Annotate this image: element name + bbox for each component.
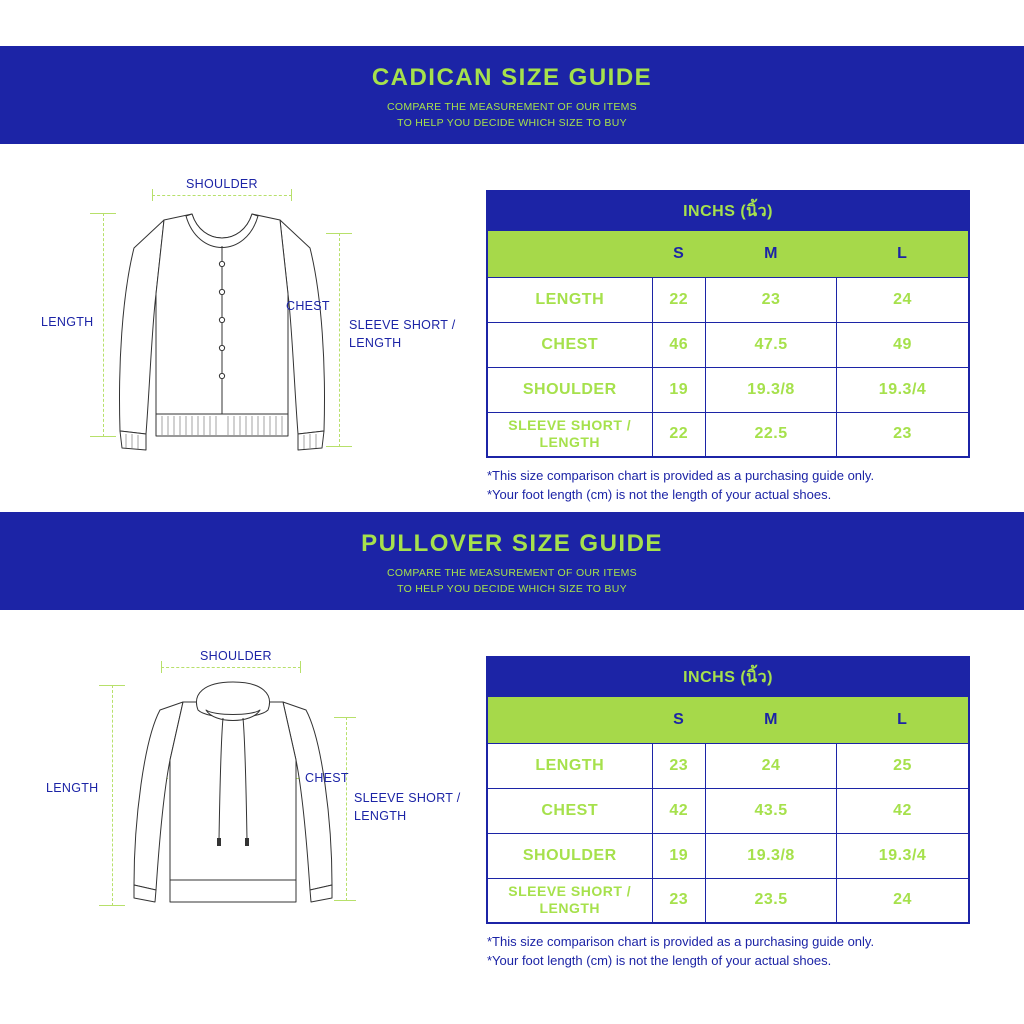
table-row	[487, 412, 969, 457]
unit-header: INCHS (นิ้ว)	[487, 191, 969, 231]
shoulder-label: SHOULDER	[186, 177, 258, 191]
cell-value: 19.3/8	[706, 367, 837, 412]
chest-label: CHEST	[305, 771, 349, 785]
shoulder-label: SHOULDER	[200, 649, 272, 663]
row-label: CHEST	[487, 322, 652, 367]
cardigan-banner	[0, 46, 1024, 144]
size-header-l: L	[837, 231, 969, 277]
row-label: SHOULDER	[487, 367, 652, 412]
section-subtitle-line1: COMPARE THE MEASUREMENT OF OUR ITEMS	[387, 567, 637, 579]
pullover-banner	[0, 512, 1024, 610]
cell-value: 23	[837, 412, 969, 457]
cell-value: 42	[652, 788, 706, 833]
chest-label: CHEST	[286, 299, 330, 313]
size-header-m: M	[706, 697, 837, 743]
row-label-line1: SLEEVE SHORT /	[508, 883, 632, 900]
table-row	[487, 743, 969, 788]
disclaimer-note: *Your foot length (cm) is not the length of your actual shoes.	[487, 953, 832, 968]
row-label-line2: LENGTH	[539, 900, 601, 917]
cell-value: 22.5	[706, 412, 837, 457]
cell-value: 24	[837, 277, 969, 322]
cell-value: 23	[652, 743, 706, 788]
table-row	[487, 277, 969, 322]
cell-value: 49	[837, 322, 969, 367]
row-label	[487, 878, 652, 923]
cell-value: 42	[837, 788, 969, 833]
cell-value: 19.3/4	[837, 367, 969, 412]
cell-value: 47.5	[706, 322, 837, 367]
cell-value: 24	[837, 878, 969, 923]
table-row	[487, 833, 969, 878]
section-title: PULLOVER SIZE GUIDE	[361, 530, 663, 557]
row-label-line2: LENGTH	[539, 434, 601, 451]
table-row	[487, 788, 969, 833]
sleeve-label-line1: SLEEVE SHORT /	[349, 318, 456, 332]
length-guide-line	[112, 685, 113, 906]
table-row	[487, 367, 969, 412]
cell-value: 22	[652, 412, 706, 457]
sleeve-label-line1: SLEEVE SHORT /	[354, 791, 461, 805]
shoulder-guide-line	[161, 667, 301, 668]
length-label: LENGTH	[41, 315, 94, 329]
shoulder-guide-line	[152, 195, 292, 196]
sleeve-label-line2: LENGTH	[349, 336, 402, 350]
row-label	[487, 412, 652, 457]
row-label: LENGTH	[487, 277, 652, 322]
sleeve-guide-line	[339, 233, 340, 447]
sleeve-label-line2: LENGTH	[354, 809, 407, 823]
disclaimer-note: *This size comparison chart is provided as a purchasing guide only.	[487, 934, 875, 949]
table-row	[487, 878, 969, 923]
section-subtitle-line2: TO HELP YOU DECIDE WHICH SIZE TO BUY	[397, 583, 627, 595]
cell-value: 22	[652, 277, 706, 322]
row-label: SHOULDER	[487, 833, 652, 878]
size-header-blank	[487, 231, 652, 277]
unit-header: INCHS (นิ้ว)	[487, 657, 969, 697]
size-header-m: M	[706, 231, 837, 277]
cell-value: 43.5	[706, 788, 837, 833]
disclaimer-note: *Your foot length (cm) is not the length of your actual shoes.	[487, 487, 832, 502]
cell-value: 23	[652, 878, 706, 923]
section-subtitle-line1: COMPARE THE MEASUREMENT OF OUR ITEMS	[387, 101, 637, 113]
row-label: LENGTH	[487, 743, 652, 788]
size-header-s: S	[652, 231, 706, 277]
pullover-size-table	[486, 656, 970, 924]
size-header-s: S	[652, 697, 706, 743]
cell-value: 19	[652, 833, 706, 878]
row-label: CHEST	[487, 788, 652, 833]
cell-value: 19.3/8	[706, 833, 837, 878]
cell-value: 19	[652, 367, 706, 412]
cell-value: 25	[837, 743, 969, 788]
cell-value: 24	[706, 743, 837, 788]
section-title: CADICAN SIZE GUIDE	[371, 64, 653, 91]
cell-value: 23	[706, 277, 837, 322]
hoodie-drawing	[128, 680, 338, 908]
cell-value: 46	[652, 322, 706, 367]
cardigan-size-table	[486, 190, 970, 458]
disclaimer-note: *This size comparison chart is provided as a purchasing guide only.	[487, 468, 875, 483]
sleeve-guide-line	[346, 717, 347, 901]
size-header-blank	[487, 697, 652, 743]
cardigan-drawing	[112, 206, 332, 451]
table-row	[487, 322, 969, 367]
length-guide-line	[103, 213, 104, 437]
cell-value: 19.3/4	[837, 833, 969, 878]
size-header-l: L	[837, 697, 969, 743]
cell-value: 23.5	[706, 878, 837, 923]
row-label-line1: SLEEVE SHORT /	[508, 417, 632, 434]
section-subtitle-line2: TO HELP YOU DECIDE WHICH SIZE TO BUY	[397, 117, 627, 129]
length-label: LENGTH	[46, 781, 99, 795]
